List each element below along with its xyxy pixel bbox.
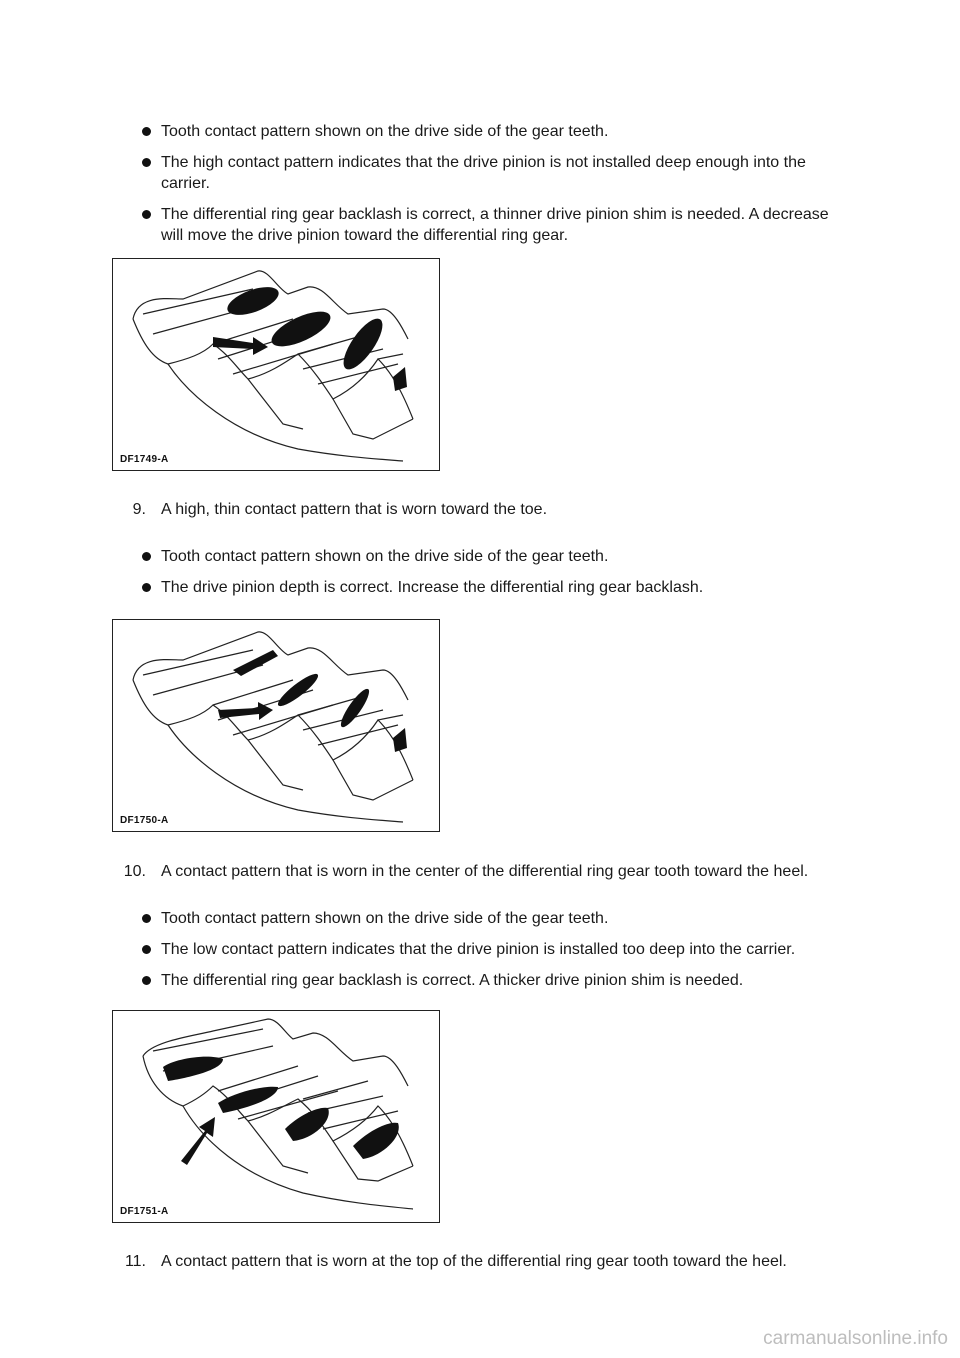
bullet-dot-icon bbox=[142, 945, 151, 954]
bullet-item: The high contact pattern indicates that the drive pinion is not installed deep enough into the carrier. bbox=[0, 152, 851, 194]
step-text: A contact pattern that is worn at the top of the differential ring gear tooth toward the heel. bbox=[161, 1253, 787, 1270]
bullet-item: The differential ring gear backlash is correct, a thinner drive pinion shim is needed. A decrease will move the drive pinion toward the differential ring gear. bbox=[0, 204, 851, 246]
gear-tooth-figure-1 bbox=[112, 258, 440, 471]
bullet-dot-icon bbox=[142, 210, 151, 219]
gear-teeth-illustration bbox=[113, 1011, 439, 1222]
bullet-item: Tooth contact pattern shown on the drive side of the gear teeth. bbox=[0, 121, 851, 142]
bullet-dot-icon bbox=[142, 976, 151, 985]
step-text: A high, thin contact pattern that is worn toward the toe. bbox=[161, 501, 548, 518]
figure-code: DF1750-A bbox=[120, 815, 169, 826]
bullet-dot-icon bbox=[142, 552, 151, 561]
bullet-dot-icon bbox=[142, 158, 151, 167]
bullet-dot-icon bbox=[142, 583, 151, 592]
bullet-list-9 bbox=[0, 546, 960, 608]
bullet-item: The drive pinion depth is correct. Increase the differential ring gear backlash. bbox=[0, 577, 851, 598]
figure-code: DF1749-A bbox=[120, 454, 169, 465]
bullet-dot-icon bbox=[142, 127, 151, 136]
watermark: carmanualsonline.info bbox=[763, 1328, 948, 1349]
step-number: 9. bbox=[132, 501, 146, 518]
step-text: A contact pattern that is worn in the center of the differential ring gear tooth toward the heel. bbox=[161, 863, 809, 880]
step-number: 11. bbox=[124, 1253, 146, 1270]
bullet-item: Tooth contact pattern shown on the drive side of the gear teeth. bbox=[0, 546, 851, 567]
bullet-list-1 bbox=[0, 121, 960, 256]
bullet-item: The differential ring gear backlash is correct. A thicker drive pinion shim is needed. bbox=[0, 970, 851, 991]
gear-tooth-figure-3 bbox=[112, 1010, 440, 1223]
bullet-list-10 bbox=[0, 908, 960, 1001]
gear-tooth-figure-2 bbox=[112, 619, 440, 832]
gear-teeth-illustration bbox=[113, 620, 439, 831]
figure-code: DF1751-A bbox=[120, 1206, 169, 1217]
gear-teeth-illustration bbox=[113, 259, 439, 470]
bullet-item: The low contact pattern indicates that the drive pinion is installed too deep into the carrier. bbox=[0, 939, 851, 960]
bullet-dot-icon bbox=[142, 914, 151, 923]
bullet-item: Tooth contact pattern shown on the drive side of the gear teeth. bbox=[0, 908, 851, 929]
step-number: 10. bbox=[123, 863, 146, 880]
